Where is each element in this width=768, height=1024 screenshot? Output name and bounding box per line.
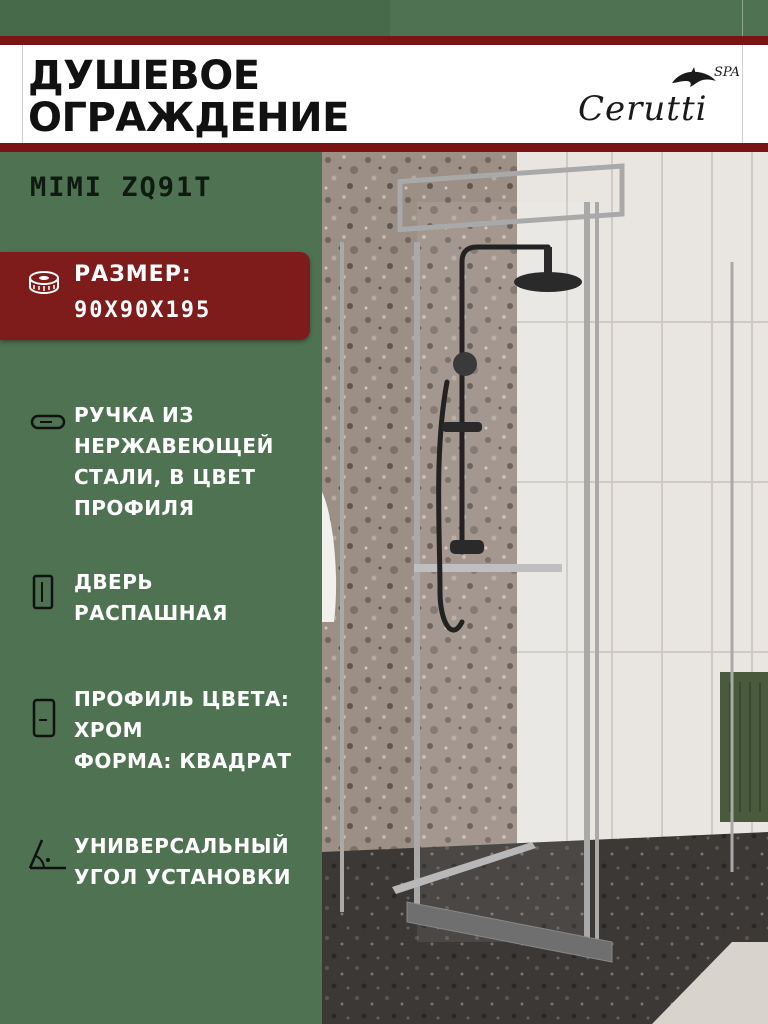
shower-enclosure-photo [322,152,768,1024]
tape-measure-icon [28,270,60,296]
feature-handle-line-4: ПРОФИЛЯ [74,496,195,520]
handle-icon [30,414,66,430]
top-strip [0,0,768,36]
feature-handle-line-3: СТАЛИ, В ЦВЕТ [74,465,256,489]
dolphin-icon [670,65,718,91]
feature-angle-line-2: УГОЛ УСТАНОВКИ [74,865,292,889]
size-label: РАЗМЕР: [74,262,192,287]
title-line-2: ОГРАЖДЕНИЕ [28,95,349,141]
feature-door-line-1: ДВЕРЬ [74,570,154,594]
feature-profile-line-2: ХРОМ [74,718,143,742]
door-icon [32,574,54,610]
feature-angle-line-1: УНИВЕРСАЛЬНЫЙ [74,834,290,858]
profile-icon [32,698,56,738]
header-bottom-bar [0,143,768,152]
feature-door-line-2: РАСПАШНАЯ [74,601,228,625]
top-strip-shade [0,0,390,36]
header-top-bar [0,36,768,45]
header-rule-left [22,45,23,143]
header-rule-right [742,45,743,143]
brand-suffix: SPA [714,65,740,80]
feature-angle [74,831,291,893]
feature-profile-line-1: ПРОФИЛЬ ЦВЕТА: [74,687,290,711]
feature-door [74,567,228,629]
shower-photo-illustration [322,152,768,1024]
top-strip-line [742,0,743,36]
title-line-1: ДУШЕВОЕ [28,53,260,99]
brand-logo [578,65,738,135]
size-value: 90X90X195 [74,298,212,323]
page-title [28,55,349,139]
brand-name: Cerutti [578,89,708,129]
feature-handle-line-1: РУЧКА ИЗ [74,403,194,427]
feature-profile-line-3: ФОРМА: КВАДРАТ [74,749,292,773]
feature-handle [74,400,274,524]
angle-icon [28,836,68,872]
header [0,45,768,143]
feature-handle-line-2: НЕРЖАВЕЮЩЕЙ [74,434,274,458]
model-name: MIMI ZQ91T [30,172,213,203]
feature-profile [74,684,292,777]
